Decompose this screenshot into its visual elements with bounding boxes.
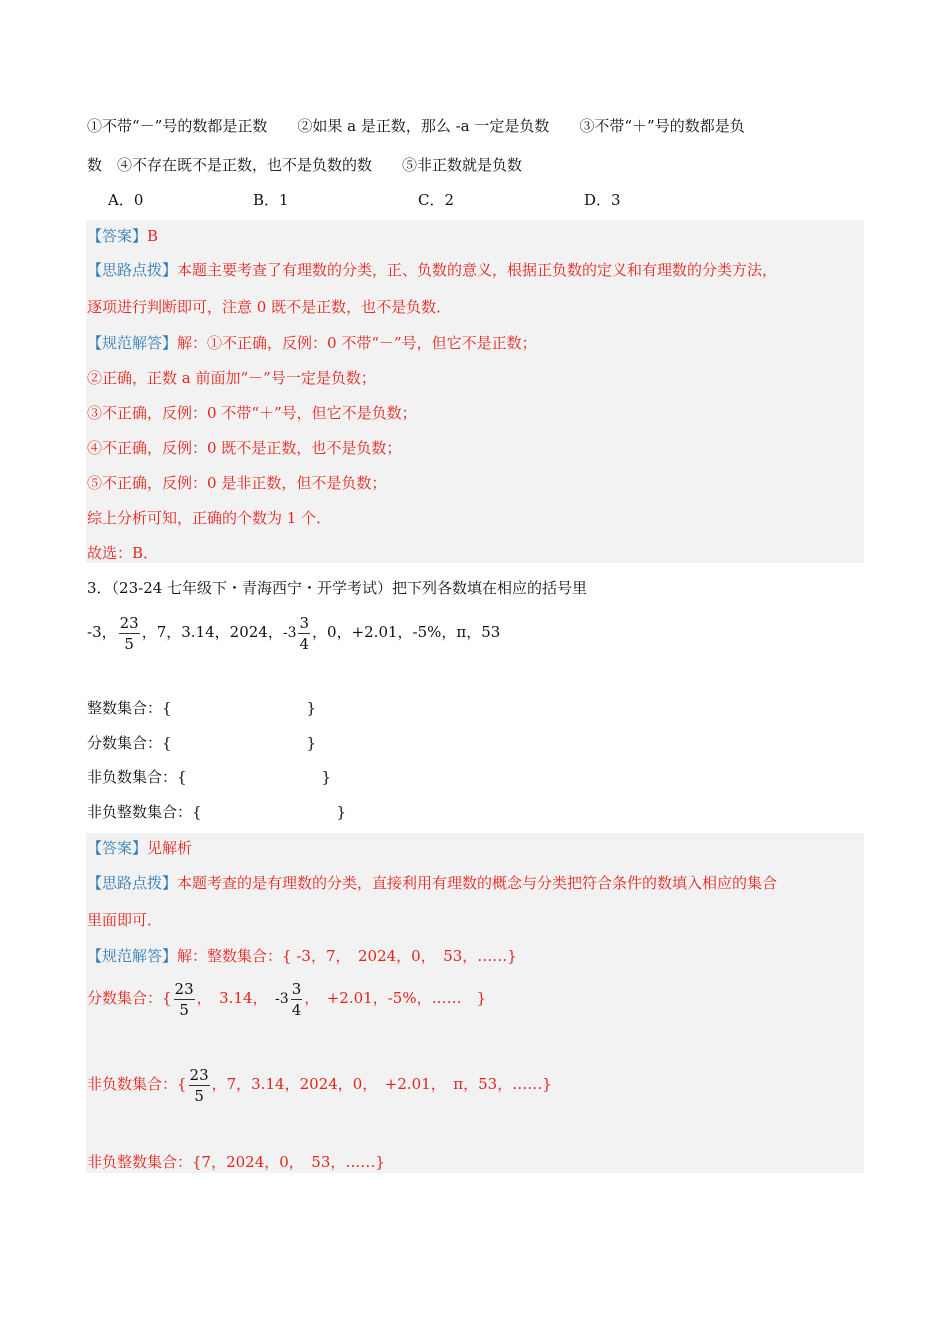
q3-solution-non-negative-integers: 非负整数集合：{7，2024，0， 53，……} xyxy=(87,1153,385,1171)
q2-solution-line6: 综上分析可知，正确的个数为 1 个． xyxy=(87,509,332,527)
q2-statements-line1: ①不带“－”号的数都是正数 ②如果 a 是正数，那么 -a 一定是负数 ③不带“＋”号的数都是负 xyxy=(87,117,745,135)
q2-answer: 【答案】B xyxy=(87,227,159,245)
q2-statements-line2: 数 ④不存在既不是正数，也不是负数的数 ⑤非正数就是负数 xyxy=(87,156,523,174)
set-integers: 整数集合：{ } xyxy=(87,699,317,717)
q3-hint-line2: 里面即可． xyxy=(87,911,163,929)
q3-title: 3．（23-24 七年级下・青海西宁・开学考试）把下列各数填在相应的括号里 xyxy=(87,579,588,597)
mixed-number: -3 $\frac{3}{4}$ xyxy=(282,613,310,653)
q2-solution-line5: ⑤不正确，反例：0 是非正数，但不是负数； xyxy=(87,474,387,492)
fraction-23-5: $\frac{23}{5}$ xyxy=(119,613,139,653)
set-non-negative: 非负数集合：{ } xyxy=(87,768,332,786)
q2-solution-line2: ②正确，正数 a 前面加“－”号一定是负数； xyxy=(87,369,376,387)
q2-solution-line1: 【规范解答】解：①不正确，反例：0 不带“－”号，但它不是正数； xyxy=(87,334,537,352)
option-c: C．2 xyxy=(418,191,455,209)
q3-hint-line1: 【思路点拨】本题考查的是有理数的分类，直接利用有理数的概念与分类把符合条件的数填入相应的集合 xyxy=(87,874,778,892)
option-b: B．1 xyxy=(253,191,289,209)
q3-solution-fractions: 分数集合：{ $\frac{23}{5}$ ， 3.14， -3 $\frac{3}{4}$ ， +2.01，-5%，…… } xyxy=(87,979,487,1019)
q2-solution-line4: ④不正确，反例：0 既不是正数，也不是负数； xyxy=(87,439,402,457)
set-non-negative-integers: 非负整数集合：{ } xyxy=(87,803,347,821)
q3-answer: 【答案】见解析 xyxy=(87,839,193,857)
q2-options xyxy=(108,190,621,210)
q2-solution-line3: ③不正确，反例：0 不带“＋”号，但它不是负数； xyxy=(87,404,417,422)
option-d: D．3 xyxy=(584,191,621,209)
q2-hint-line2: 逐项进行判断即可，注意 0 既不是正数，也不是负数． xyxy=(87,298,452,316)
q2-hint-line1: 【思路点拨】本题主要考查了有理数的分类，正、负数的意义，根据正负数的定义和有理数的分类方法， xyxy=(87,261,778,279)
option-a: A．0 xyxy=(108,191,144,209)
q3-solution-non-negative: 非负数集合：{ $\frac{23}{5}$ ，7，3.14，2024，0， +2.01， π，53，……} xyxy=(87,1065,552,1105)
q2-solution-line7: 故选：B． xyxy=(87,544,159,562)
q3-numbers: -3， $\frac{23}{5}$ ，7，3.14，2024， -3 $\frac{3}{4}$ ，0，+2.01，-5%，π，53 xyxy=(87,610,500,655)
set-fractions: 分数集合：{ } xyxy=(87,734,317,752)
q3-solution-line1: 【规范解答】解：整数集合：{ -3，7， 2024，0， 53，……} xyxy=(87,947,517,965)
